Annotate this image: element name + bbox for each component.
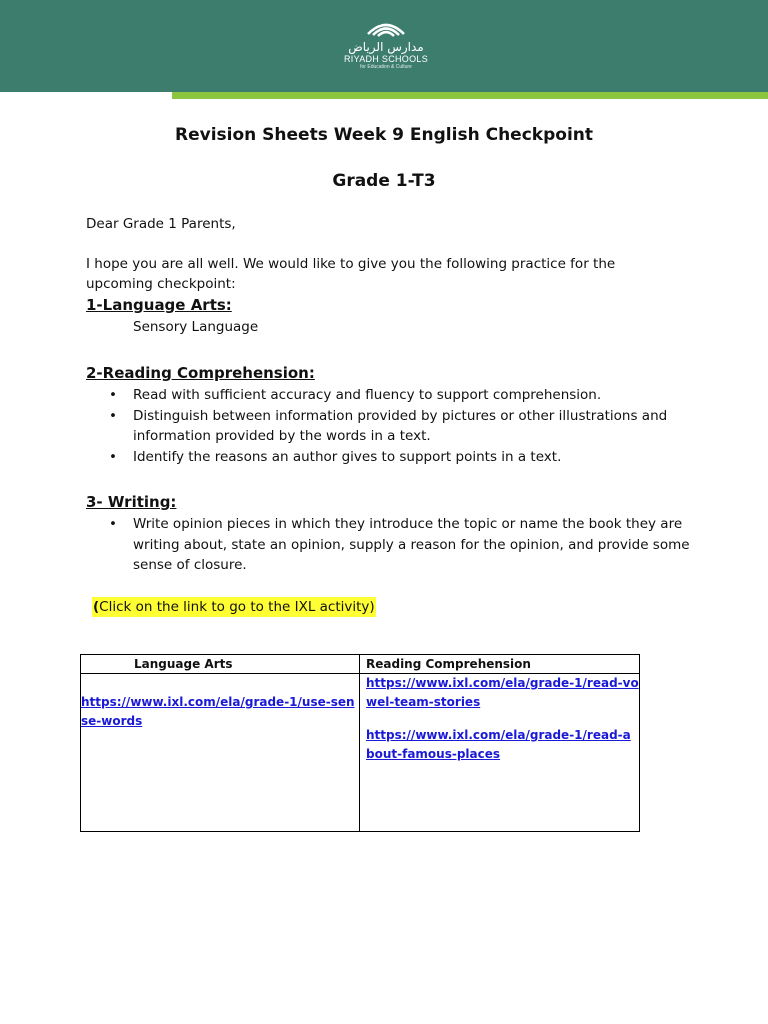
intro-paragraph: I hope you are all well. We would like to give you the following practice for the upcoming checkpoint: — [86, 256, 616, 292]
logo-tagline: for Education & Culture — [360, 64, 412, 70]
list-item: • Write opinion pieces in which they introduce the topic or name the book they are writing about, state an opinion, supply a reason for the opinion, and provide some sense of closure. — [88, 514, 728, 576]
list-item: • Read with sufficient accuracy and fluency to support comprehension. — [88, 385, 728, 406]
link-instruction-note — [92, 597, 376, 617]
header-accent-stripe — [172, 92, 768, 99]
ixl-link-read-about-famous-places[interactable]: https://www.ixl.com/ela/grade-1/read-about-famous-places — [366, 728, 631, 761]
logo-arabic-name: مدارس الرياض — [348, 40, 424, 54]
school-logo — [336, 14, 436, 80]
section-heading-writing: 3- Writing: — [86, 493, 177, 511]
language-arts-topic: Sensory Language — [133, 319, 259, 335]
page-subtitle: Grade 1-T3 — [332, 171, 436, 191]
ixl-link-use-sense-words[interactable]: https://www.ixl.com/ela/grade-1/use-sense-words — [81, 695, 355, 728]
reading-links-cell — [360, 674, 640, 832]
logo-english-name: RIYADH SCHOOLS — [343, 54, 429, 64]
ixl-link-read-vowel-team-stories[interactable]: https://www.ixl.com/ela/grade-1/read-vowel-team-stories — [366, 676, 639, 709]
list-item: • Identify the reasons an author gives to support points in a text. — [88, 447, 728, 468]
logo-arcs-icon — [364, 14, 408, 40]
page-title: Revision Sheets Week 9 English Checkpoint — [175, 125, 593, 145]
ixl-links-table — [80, 654, 640, 832]
writing-bullets — [88, 514, 728, 576]
section-heading-reading: 2-Reading Comprehension: — [86, 364, 315, 382]
reading-bullets — [88, 385, 728, 467]
list-item: • Distinguish between information provided by pictures or other illustrations and information provided by the words in a text. — [88, 406, 728, 447]
section-heading-language-arts: 1-Language Arts: — [86, 296, 232, 314]
language-arts-links-cell — [81, 674, 360, 832]
table-header-reading: Reading Comprehension — [360, 655, 640, 674]
note-text: Click on the link to go to the IXL activity) — [99, 599, 375, 615]
note-paren: ( — [93, 599, 100, 615]
table-header-language-arts: Language Arts — [81, 655, 360, 674]
greeting: Dear Grade 1 Parents, — [86, 216, 236, 232]
